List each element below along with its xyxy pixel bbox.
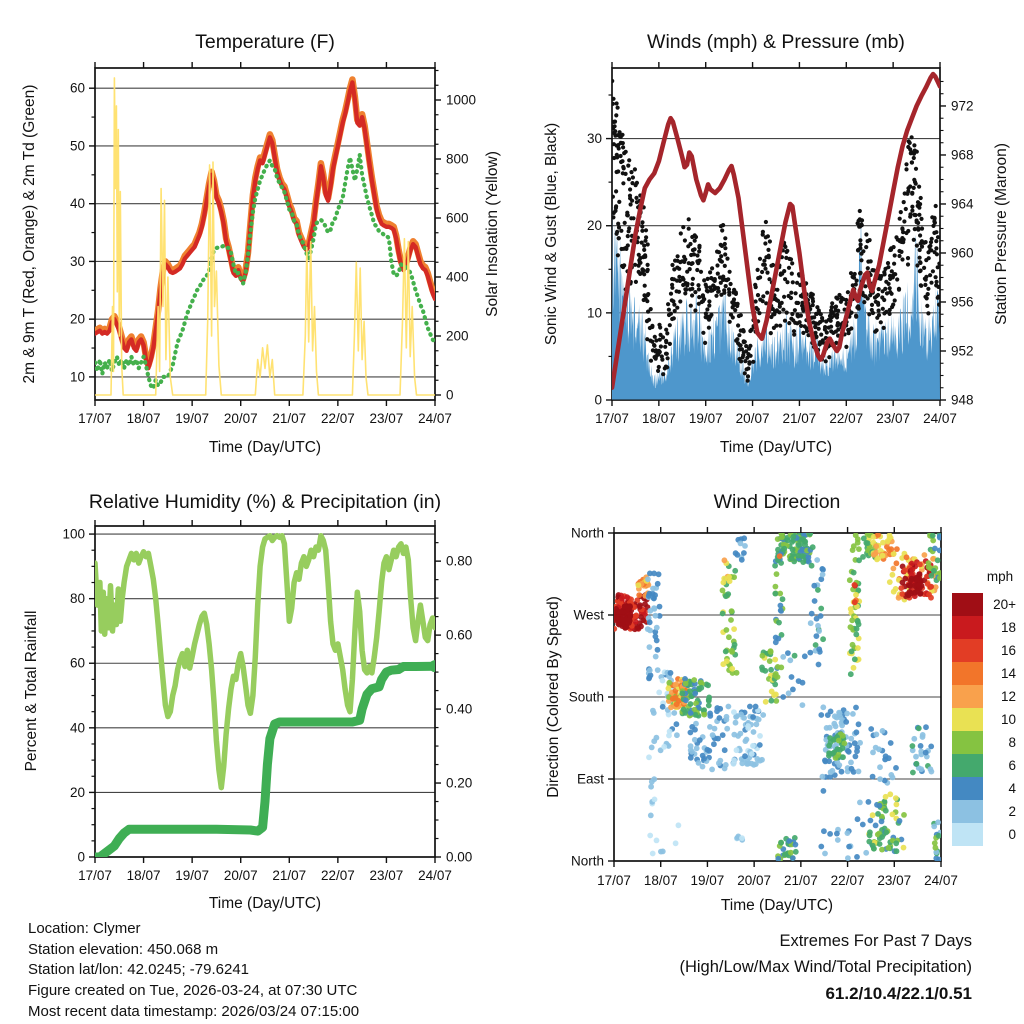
svg-text:19/07: 19/07 (175, 411, 210, 426)
station-info (28, 920, 359, 1020)
svg-text:964: 964 (951, 196, 974, 212)
svg-text:0.80: 0.80 (446, 553, 473, 569)
svg-text:10: 10 (1000, 712, 1016, 727)
svg-text:8: 8 (1008, 735, 1016, 750)
svg-text:17/07: 17/07 (78, 411, 112, 426)
svg-text:20/07: 20/07 (737, 873, 772, 888)
svg-text:24/07: 24/07 (923, 411, 957, 426)
temperature-xlabel: Time (Day/UTC) (208, 439, 322, 456)
svg-text:24/07: 24/07 (924, 873, 958, 888)
svg-text:16: 16 (1000, 643, 1016, 658)
svg-text:20: 20 (586, 218, 602, 234)
svg-text:19/07: 19/07 (690, 873, 725, 888)
svg-text:0: 0 (77, 849, 85, 865)
svg-text:200: 200 (446, 328, 469, 344)
humidity-precip-panel (62, 520, 472, 883)
svg-text:21/07: 21/07 (272, 868, 307, 883)
svg-text:2: 2 (1008, 804, 1016, 819)
svg-text:South: South (568, 689, 604, 705)
svg-text:10: 10 (69, 369, 85, 385)
temperature-ylabel-right: Solar Insolation (Yellow) (484, 151, 501, 317)
winds-ylabel-left: Sonic Wind & Gust (Blue, Black) (543, 122, 560, 346)
svg-text:21/07: 21/07 (272, 411, 307, 426)
svg-text:40: 40 (69, 196, 85, 212)
svg-text:20+: 20+ (993, 597, 1016, 612)
svg-text:West: West (573, 607, 604, 623)
temperature-series (95, 78, 435, 395)
svg-text:10: 10 (586, 305, 602, 321)
svg-text:23/07: 23/07 (876, 411, 911, 426)
humidity-series (95, 536, 441, 857)
svg-text:0.20: 0.20 (446, 775, 473, 791)
svg-text:30: 30 (69, 253, 85, 269)
svg-text:60: 60 (69, 655, 85, 671)
svg-text:30: 30 (586, 131, 602, 147)
svg-text:0.00: 0.00 (446, 849, 473, 865)
svg-text:1000: 1000 (446, 92, 477, 108)
svg-text:17/07: 17/07 (595, 411, 629, 426)
svg-text:0: 0 (1008, 827, 1016, 842)
station-location: Location: Clymer (28, 920, 141, 937)
svg-text:17/07: 17/07 (597, 873, 631, 888)
humidity-ylabel-left: Percent & Total Rainfall (23, 610, 40, 772)
wind-direction-xlabel: Time (Day/UTC) (720, 897, 834, 914)
temperature-ylabel-left: 2m & 9m T (Red, Orange) & 2m Td (Green) (21, 84, 38, 384)
svg-text:21/07: 21/07 (782, 411, 817, 426)
svg-text:4: 4 (1008, 781, 1016, 796)
svg-text:80: 80 (69, 591, 85, 607)
extremes-title: Extremes For Past 7 Days (779, 932, 972, 950)
svg-text:400: 400 (446, 269, 469, 285)
svg-text:North: North (570, 853, 604, 869)
direction-dots (611, 530, 943, 862)
svg-text:North: North (570, 525, 604, 541)
winds-pressure-title: Winds (mph) & Pressure (mb) (647, 31, 905, 53)
svg-text:972: 972 (951, 98, 974, 114)
svg-text:50: 50 (69, 138, 85, 154)
svg-text:17/07: 17/07 (78, 868, 112, 883)
svg-text:21/07: 21/07 (783, 873, 818, 888)
station-elevation: Station elevation: 450.068 m (28, 941, 219, 958)
svg-text:18: 18 (1000, 620, 1016, 635)
svg-text:600: 600 (446, 210, 469, 226)
winds-ylabel-right: Station Pressure (Maroon) (993, 143, 1010, 325)
svg-text:23/07: 23/07 (369, 411, 404, 426)
wind-direction-panel (569, 526, 958, 889)
extremes-block (679, 932, 972, 1003)
svg-text:20/07: 20/07 (735, 411, 770, 426)
svg-text:19/07: 19/07 (175, 868, 210, 883)
svg-text:948: 948 (951, 392, 974, 408)
svg-text:23/07: 23/07 (877, 873, 912, 888)
svg-text:18/07: 18/07 (643, 873, 678, 888)
wind-direction-title: Wind Direction (713, 491, 841, 513)
temperature-title: Temperature (F) (195, 31, 335, 53)
svg-text:22/07: 22/07 (829, 411, 864, 426)
svg-text:60: 60 (69, 80, 85, 96)
extremes-subtitle: (High/Low/Max Wind/Total Precipitation) (679, 958, 972, 976)
svg-text:800: 800 (446, 151, 469, 167)
winds-pressure-panel (587, 62, 974, 426)
svg-text:14: 14 (1000, 666, 1016, 681)
svg-text:956: 956 (951, 294, 974, 310)
svg-text:100: 100 (62, 526, 85, 542)
svg-text:23/07: 23/07 (369, 868, 404, 883)
svg-text:960: 960 (951, 245, 974, 261)
svg-text:20/07: 20/07 (223, 868, 258, 883)
svg-text:22/07: 22/07 (320, 411, 355, 426)
svg-text:19/07: 19/07 (688, 411, 723, 426)
svg-text:0: 0 (594, 392, 602, 408)
svg-text:18/07: 18/07 (126, 868, 161, 883)
svg-text:20: 20 (69, 311, 85, 327)
svg-text:0: 0 (446, 387, 454, 403)
speed-colorbar (952, 593, 1016, 846)
svg-text:22/07: 22/07 (830, 873, 865, 888)
temperature-panel (70, 62, 476, 426)
svg-text:952: 952 (951, 343, 974, 359)
svg-text:20: 20 (69, 784, 85, 800)
wind-series (610, 74, 941, 399)
svg-text:0.60: 0.60 (446, 627, 473, 643)
svg-text:18/07: 18/07 (126, 411, 161, 426)
station-latlon: Station lat/lon: 42.0245; -79.6241 (28, 961, 250, 978)
svg-text:968: 968 (951, 147, 974, 163)
humidity-xlabel: Time (Day/UTC) (208, 895, 322, 912)
svg-text:24/07: 24/07 (418, 411, 452, 426)
extremes-values: 61.2/10.4/22.1/0.51 (825, 984, 972, 1003)
data-timestamp: Most recent data timestamp: 2026/03/24 07:15:00 (28, 1003, 360, 1020)
svg-text:24/07: 24/07 (418, 868, 452, 883)
svg-text:0.40: 0.40 (446, 701, 473, 717)
svg-text:East: East (576, 771, 604, 787)
svg-text:40: 40 (69, 720, 85, 736)
svg-text:18/07: 18/07 (641, 411, 676, 426)
svg-text:20/07: 20/07 (223, 411, 258, 426)
humidity-precip-title: Relative Humidity (%) & Precipitation (in) (88, 491, 442, 513)
colorbar-title: mph (986, 569, 1014, 584)
svg-text:6: 6 (1008, 758, 1016, 773)
figure-created: Figure created on Tue, 2026-03-24, at 07:30 UTC (28, 982, 358, 999)
svg-text:12: 12 (1000, 689, 1016, 704)
wind-direction-ylabel-left: Direction (Colored By Speed) (545, 596, 562, 798)
svg-text:22/07: 22/07 (320, 868, 355, 883)
winds-xlabel: Time (Day/UTC) (719, 439, 833, 456)
